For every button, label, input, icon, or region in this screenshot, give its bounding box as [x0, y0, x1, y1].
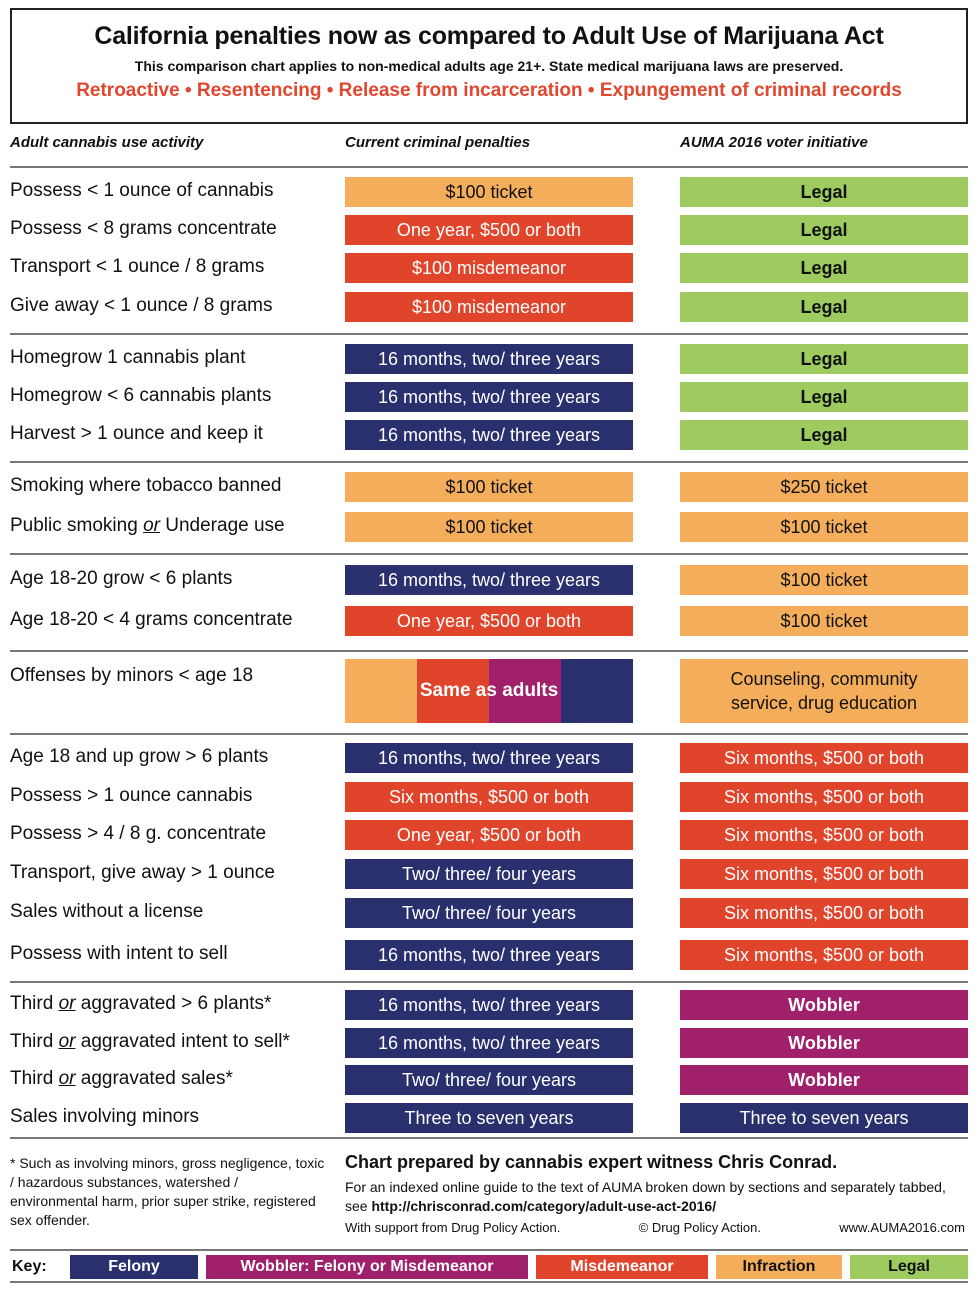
activity-label: Public smoking or Underage use: [10, 515, 285, 536]
activity-label: Third or aggravated intent to sell*: [10, 1031, 290, 1052]
section-divider: [10, 461, 968, 463]
table-row: [0, 471, 980, 503]
activity-label: Smoking where tobacco banned: [10, 475, 282, 496]
table-row: [0, 419, 980, 451]
column-header-auma: AUMA 2016 voter initiative: [680, 134, 868, 151]
table-row: [0, 605, 980, 637]
auma-penalty: Legal: [680, 420, 968, 450]
table-row: [0, 989, 980, 1021]
current-penalty: 16 months, two/ three years: [345, 344, 633, 374]
activity-label: Age 18-20 < 4 grams concentrate: [10, 609, 293, 630]
current-penalty: 16 months, two/ three years: [345, 420, 633, 450]
current-penalty: One year, $500 or both: [345, 215, 633, 245]
minors-current-label: Same as adults: [419, 680, 559, 701]
activity-label: Possess < 1 ounce of cannabis: [10, 180, 274, 201]
minors-auma-line1: Counseling, community: [730, 669, 918, 689]
table-row: [0, 176, 980, 208]
credit-url-link[interactable]: http://chrisconrad.com/category/adult-use-act-2016/: [371, 1198, 717, 1214]
credit-text-body: For an indexed online guide to the text of AUMA broken down by sections and separately tabbed, see: [345, 1179, 946, 1214]
auma-penalty: $100 ticket: [680, 606, 968, 636]
footnote: * Such as involving minors, gross negligence, toxic / hazardous substances, watershed / environmental harm, prior super strike, registered sex offender.: [10, 1155, 325, 1228]
activity-label: Transport, give away > 1 ounce: [10, 862, 275, 883]
page-title: California penalties now as compared to Adult Use of Marijuana Act: [94, 22, 884, 50]
table-row: [0, 564, 980, 596]
table-row: [0, 1102, 980, 1134]
current-penalty: $100 misdemeanor: [345, 253, 633, 283]
current-penalty: Two/ three/ four years: [345, 1065, 633, 1095]
auma-penalty: Wobbler: [680, 1028, 968, 1058]
key-felony: Felony: [70, 1255, 198, 1279]
table-row: [0, 214, 980, 246]
current-penalty: 16 months, two/ three years: [345, 743, 633, 773]
current-penalty: Three to seven years: [345, 1103, 633, 1133]
auma-penalty: Legal: [680, 382, 968, 412]
key-label: Key:: [12, 1258, 47, 1275]
auma-penalty: Six months, $500 or both: [680, 859, 968, 889]
table-row: [0, 819, 980, 851]
activity-label: Third or aggravated sales*: [10, 1068, 233, 1089]
tagline: Retroactive • Resentencing • Release from incarceration • Expungement of criminal records: [76, 80, 902, 101]
activity-label: Transport < 1 ounce / 8 grams: [10, 256, 265, 277]
auma-penalty: Legal: [680, 344, 968, 374]
auma-penalty: Legal: [680, 215, 968, 245]
activity-label: Possess > 4 / 8 g. concentrate: [10, 823, 267, 844]
auma-penalty: Wobbler: [680, 990, 968, 1020]
key-infraction: Infraction: [716, 1255, 842, 1279]
auma-penalty: $100 ticket: [680, 565, 968, 595]
activity-label: Sales involving minors: [10, 1106, 200, 1127]
legend-key: [10, 1249, 968, 1283]
auma-penalty: Six months, $500 or both: [680, 898, 968, 928]
minors-activity: Offenses by minors < age 18: [10, 665, 254, 686]
credit-site-link[interactable]: www.AUMA2016.com: [839, 1220, 965, 1235]
table-row: [0, 381, 980, 413]
current-penalty: 16 months, two/ three years: [345, 565, 633, 595]
section-divider: [10, 333, 968, 335]
current-penalty: $100 ticket: [345, 177, 633, 207]
auma-penalty: Six months, $500 or both: [680, 820, 968, 850]
section-divider: [10, 1137, 968, 1139]
table-row: [0, 939, 980, 971]
activity-label: Possess > 1 ounce cannabis: [10, 785, 253, 806]
key-wobbler: Wobbler: Felony or Misdemeanor: [206, 1255, 528, 1279]
current-penalty: 16 months, two/ three years: [345, 940, 633, 970]
table-row: [0, 781, 980, 813]
credit-text: [345, 1178, 965, 1216]
credit-support: With support from Drug Policy Action.: [345, 1220, 561, 1235]
auma-penalty: Six months, $500 or both: [680, 743, 968, 773]
table-row: [0, 1064, 980, 1096]
table-row: [0, 291, 980, 323]
minors-current-penalty: [345, 659, 633, 723]
current-penalty: 16 months, two/ three years: [345, 1028, 633, 1058]
key-legal: Legal: [850, 1255, 968, 1279]
current-penalty: Two/ three/ four years: [345, 898, 633, 928]
table-row: [0, 1027, 980, 1059]
minors-auma-penalty: [680, 659, 968, 723]
table-row: [0, 897, 980, 929]
activity-label: Age 18 and up grow > 6 plants: [10, 746, 269, 767]
section-divider: [10, 650, 968, 652]
current-penalty: 16 months, two/ three years: [345, 382, 633, 412]
page-subtitle: This comparison chart applies to non-medical adults age 21+. State medical marijuana laws are preserved.: [134, 58, 844, 74]
section-divider: [10, 733, 968, 735]
credit-bottom-line: [345, 1220, 965, 1235]
auma-penalty: $100 ticket: [680, 512, 968, 542]
auma-penalty: Legal: [680, 292, 968, 322]
key-misdemeanor: Misdemeanor: [536, 1255, 708, 1279]
table-row: [0, 511, 980, 543]
activity-label: Give away < 1 ounce / 8 grams: [10, 295, 273, 316]
auma-penalty: Six months, $500 or both: [680, 940, 968, 970]
header-box: [10, 8, 968, 124]
section-divider: [10, 981, 968, 983]
table-row: [0, 252, 980, 284]
credit-title: Chart prepared by cannabis expert witness Chris Conrad.: [345, 1152, 838, 1172]
current-penalty: One year, $500 or both: [345, 820, 633, 850]
activity-label: Homegrow < 6 cannabis plants: [10, 385, 272, 406]
activity-label: Possess < 8 grams concentrate: [10, 218, 277, 239]
current-penalty: $100 misdemeanor: [345, 292, 633, 322]
activity-label: Harvest > 1 ounce and keep it: [10, 423, 263, 444]
activity-label: Age 18-20 grow < 6 plants: [10, 568, 233, 589]
activity-label: Homegrow 1 cannabis plant: [10, 347, 246, 368]
current-penalty: $100 ticket: [345, 512, 633, 542]
current-penalty: Six months, $500 or both: [345, 782, 633, 812]
current-penalty: One year, $500 or both: [345, 606, 633, 636]
current-penalty: Two/ three/ four years: [345, 859, 633, 889]
auma-penalty: Six months, $500 or both: [680, 782, 968, 812]
column-header-current: Current criminal penalties: [345, 134, 531, 151]
auma-penalty: Legal: [680, 253, 968, 283]
section-divider: [10, 553, 968, 555]
activity-label: Sales without a license: [10, 901, 204, 922]
auma-penalty: Wobbler: [680, 1065, 968, 1095]
credit-copyright: © Drug Policy Action.: [638, 1220, 761, 1235]
minors-auma-line2: service, drug education: [730, 693, 918, 713]
table-row: [0, 858, 980, 890]
table-row: [0, 742, 980, 774]
activity-label: Third or aggravated > 6 plants*: [10, 993, 272, 1014]
current-penalty: 16 months, two/ three years: [345, 990, 633, 1020]
auma-penalty: Three to seven years: [680, 1103, 968, 1133]
activity-label: Possess with intent to sell: [10, 943, 228, 964]
auma-penalty: $250 ticket: [680, 472, 968, 502]
current-penalty: $100 ticket: [345, 472, 633, 502]
column-header-activity: Adult cannabis use activity: [10, 134, 204, 151]
table-row: [0, 343, 980, 375]
auma-penalty: Legal: [680, 177, 968, 207]
section-divider: [10, 166, 968, 168]
